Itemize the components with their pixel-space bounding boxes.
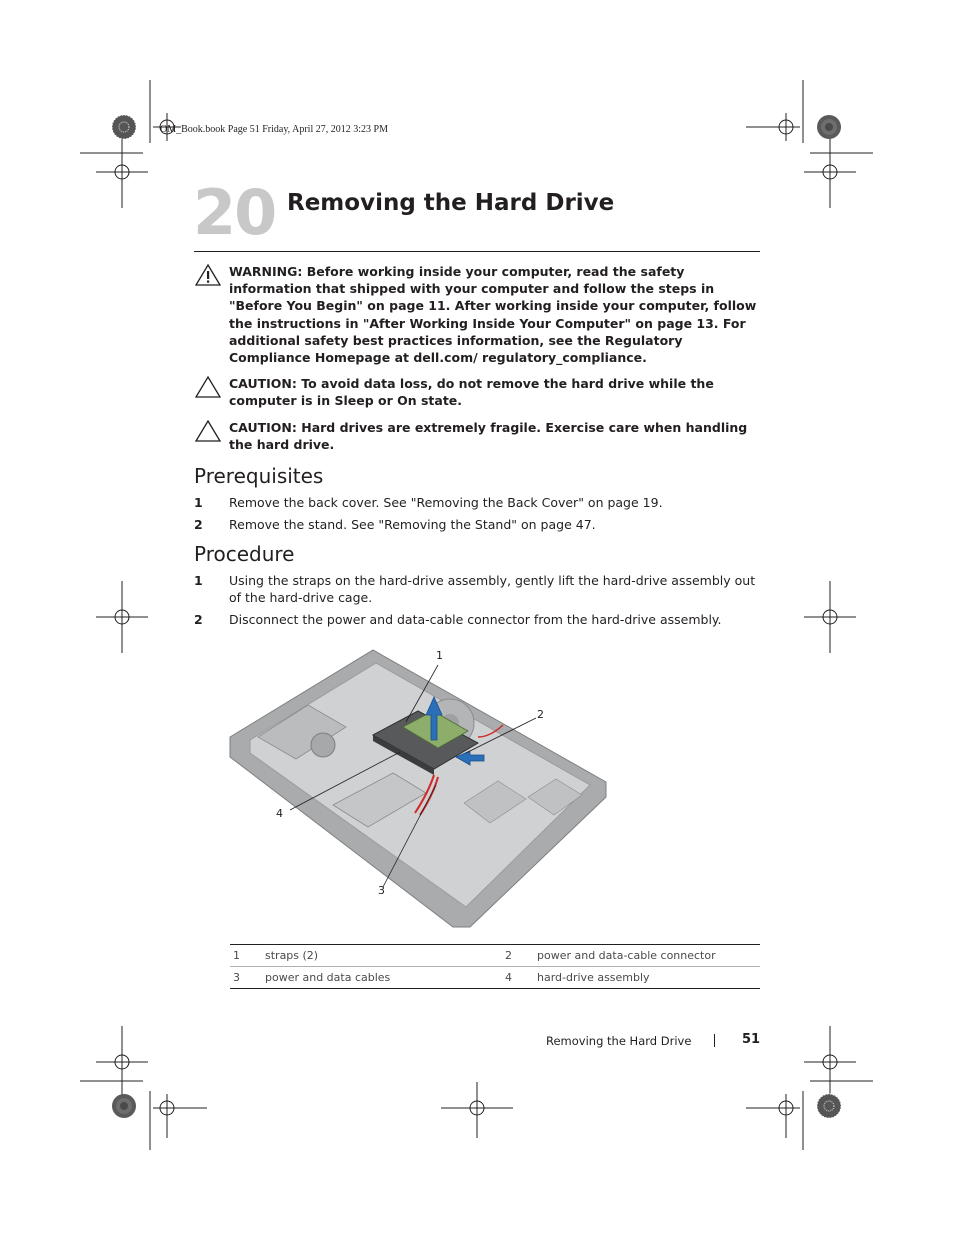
- warning-notice: [194, 263, 760, 366]
- chapter-number: 20: [193, 176, 276, 249]
- callout-4: 4: [276, 807, 283, 820]
- legend-number: 3: [233, 971, 240, 984]
- legend-number: 4: [505, 971, 512, 984]
- prerequisites-heading: Prerequisites: [194, 464, 324, 488]
- step-number: 1: [194, 495, 203, 510]
- registration-target: [804, 581, 856, 653]
- gray-target: [112, 1094, 136, 1118]
- registration-target: [746, 1094, 800, 1138]
- step-text: Remove the stand. See "Removing the Stand" on page 47.: [229, 517, 596, 532]
- registration-target: [153, 1094, 207, 1138]
- warning-icon: [194, 263, 229, 366]
- step-number: 2: [194, 612, 203, 627]
- list-item: [194, 572, 760, 606]
- callout-2: 2: [537, 708, 544, 721]
- table-row: [230, 945, 760, 967]
- registration-target: [96, 1026, 148, 1098]
- caution-icon: [194, 375, 229, 409]
- callout-legend: [230, 944, 760, 989]
- legend-label: straps (2): [265, 949, 319, 962]
- legend-number: 1: [233, 949, 240, 962]
- table-row: [230, 967, 760, 989]
- caution-notice: [194, 419, 760, 453]
- caution-text: CAUTION: To avoid data loss, do not remove the hard drive while the computer is in Sleep or On state.: [229, 376, 714, 409]
- title-divider: [194, 251, 760, 252]
- step-number: 2: [194, 517, 203, 532]
- list-item: [194, 494, 760, 511]
- warning-text: WARNING: Before working inside your computer, read the safety information that shipped with your computer and follow the steps in "Before You Begin" on page 11. After working inside your computer, follow the instructions in "After Working Inside Your Computer" on page 13. For additional safety best practices information, see the Regulatory Compliance Homepage at dell.com/ regulatory_compliance.: [229, 264, 757, 366]
- caution-text: CAUTION: Hard drives are extremely fragile. Exercise care when handling the hard drive.: [229, 420, 748, 453]
- registration-target: [96, 136, 148, 208]
- gray-target: [817, 115, 841, 139]
- registration-target: [804, 1026, 856, 1098]
- legend-number: 2: [505, 949, 512, 962]
- registration-target: [441, 1082, 513, 1138]
- footer-title: Removing the Hard Drive: [546, 1034, 692, 1048]
- page-title: Removing the Hard Drive: [287, 190, 615, 216]
- caution-notice: [194, 375, 760, 409]
- legend-label: power and data-cable connector: [537, 949, 716, 962]
- step-text: Disconnect the power and data-cable connector from the hard-drive assembly.: [229, 612, 722, 627]
- footer-separator: [714, 1034, 715, 1047]
- callout-3: 3: [378, 884, 385, 897]
- list-item: [194, 516, 760, 533]
- print-header: OM_Book.book Page 51 Friday, April 27, 2012 3:23 PM: [160, 124, 388, 135]
- caution-icon: [194, 419, 229, 453]
- star-target: [112, 115, 136, 139]
- star-target: [817, 1094, 841, 1118]
- step-number: 1: [194, 573, 203, 588]
- legend-label: power and data cables: [265, 971, 391, 984]
- step-text: Using the straps on the hard-drive assembly, gently lift the hard-drive assembly out of the hard-drive cage.: [229, 573, 756, 606]
- procedure-heading: Procedure: [194, 542, 295, 566]
- registration-target: [96, 581, 148, 653]
- legend-label: hard-drive assembly: [537, 971, 650, 984]
- registration-target: [804, 136, 856, 208]
- callout-1: 1: [436, 649, 443, 662]
- list-item: [194, 611, 760, 628]
- hard-drive-illustration: [228, 645, 612, 930]
- registration-target: [746, 113, 800, 141]
- page-number: 51: [742, 1032, 761, 1047]
- step-text: Remove the back cover. See "Removing the Back Cover" on page 19.: [229, 495, 663, 510]
